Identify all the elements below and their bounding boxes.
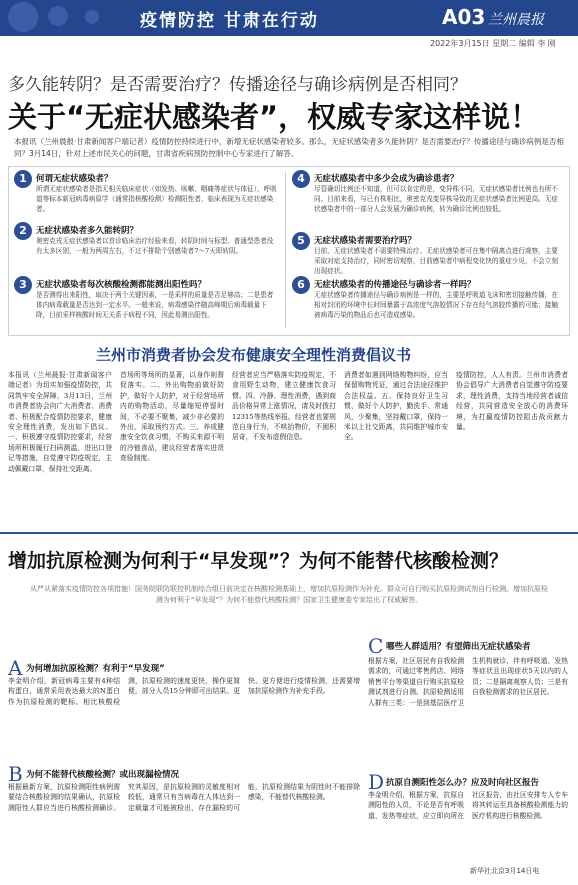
section-letter: D bbox=[368, 770, 385, 794]
page-number: A03 bbox=[442, 5, 486, 29]
article3-lead: 从严从紧落实疫情防控各项措施！国务院联防联控机制综合组日前决定在核酸检测基础上，增加抗原检测作为补充。群众可自行购买抗原检测试剂自行检测。增加抗原检测为何利于“早发现”？为何不能替代核酸检测？国家卫生健康委专家给出了权威解答。 bbox=[30, 585, 548, 604]
section-title: 抗原自测阳性怎么办？应及时向社区报告 bbox=[386, 778, 540, 788]
byline-tag: 新华社北京3月14日电 bbox=[470, 867, 540, 875]
section-banner-title: 疫情防控 甘肃在行动 bbox=[140, 11, 319, 31]
qa-number-badge: 4 bbox=[292, 170, 310, 188]
section-body: 李金明介绍，新冠病毒主要有4种结构蛋白，通常采用表达最大的N蛋白作为抗原检测的靶标。相比核酸检测，抗原检测的速度更快，操作更简便，部分人员15分钟即可出结果。更快、更方便进行疫情检测，还需要增加抗原检测作为补充手段。 bbox=[8, 677, 360, 706]
decor-circle bbox=[85, 10, 99, 24]
qa-answer: 奥密克戎无症状感染者以首诊临床治疗经验来看，转阴时间与标型、普通型患者没有太多区别，一般为两周左右，不过不排除个别感染者7～7天即转阴。 bbox=[36, 237, 274, 255]
qa-question: 无症状感染者的传播途径与确诊者一样吗？ bbox=[314, 280, 476, 290]
section-letter: B bbox=[8, 762, 23, 786]
qa-question: 无症状感染者需要治疗吗？ bbox=[314, 236, 417, 246]
article2-headline: 兰州市消费者协会发布健康安全理性消费倡议书 bbox=[96, 346, 412, 364]
section-letter: C bbox=[368, 634, 384, 658]
qa-answer: 是否测得出来阳性，取决于两个关键因素，一是采样的质量是否足够高；二是患者体内病毒载量是否达到一定水平。一般来说，病毒感染伴随高峰期后病毒载量下降，目前采样核酸时间无关系于病程不同，因此易测出阳性。 bbox=[36, 291, 274, 319]
section-body: 根据最新方案，抗原检测阳性病例需要结合核酸检测的结果确认，抗原检测阳性人群应当进行核酸检测确诊。究其原因，是抗原检测的灵敏度相对较低，通常只有当病毒在人体达到一定载量才可能被检出，存在漏检的可能，抗原检测结果为阴性时不能排除感染，不能替代核酸检测。 bbox=[8, 783, 360, 812]
section-body: 根据方案，社区居民有自我检测需求的，可通过零售药店、网络销售平台等渠道自行购买抗原检测试剂进行自测。抗原检测适用人群有三类：一是到基层医疗卫生机构就诊，伴有呼吸道、发热等症状且出现症状5天以内的人员；二是隔离观察人员；三是有自我检测需求的社区居民。 bbox=[368, 657, 568, 707]
qa-question: 无症状感染者每次核酸检测都能测出阳性吗？ bbox=[36, 280, 207, 290]
article1-subhead: 多久能转阴？是否需要治疗？传播途径与确诊病例是否相同？ bbox=[8, 75, 467, 95]
decor-circle bbox=[48, 6, 68, 26]
qa-question: 无症状感染者多久能转阴？ bbox=[36, 226, 139, 236]
qa-answer: 目前，无症状感染者不需要特殊治疗。无症状感染者可在集中隔离点进行观察，主要采取对症支持治疗，同时密切观察，目前感染者中病程变化快的重症少见，不会立刻出现症状。 bbox=[314, 247, 558, 275]
qa-answer: 无症状感染者传播途径与确诊病例是一样的，主要是呼吸道飞沫和密切接触传播，在相对封闭的环境中长时间暴露于高浓度气溶胶情况下存在经气溶胶传播的可能；接触被病毒污染的物品后也可造成感染。 bbox=[314, 291, 558, 319]
article2-column: 消费者如遇到网络购物纠纷，应当保留购物凭证，通过合法途径维护合法权益。五、保持良好卫生习惯，做好个人防护，勤洗手、常通风，少聚集，坚持戴口罩，保持一米以上社交距离，共同维护城市安全。 bbox=[344, 371, 448, 442]
qa-divider bbox=[285, 172, 286, 328]
qa-question: 无症状感染者中多少会成为确诊患者？ bbox=[314, 174, 459, 184]
qa-number-badge: 2 bbox=[14, 222, 32, 240]
page-header bbox=[0, 0, 578, 36]
qa-number-badge: 5 bbox=[292, 232, 310, 250]
qa-answer: 尽管确切比例还不知道，但可以肯定的是，变异株不同，无症状感染者比例也有所不同。目前来看，与已有株相比，奥密克戎变异株导致的无症状感染者比例更高。无症状感染者中的一部分人会发展为确诊病例，转为确诊比例也较低。 bbox=[314, 185, 558, 213]
article1-lead: 本报讯（兰州晨报·甘肃新闻客户端记者）疫情防控持续进行中，新增无症状感染者较多。那么，无症状感染者多久能转阴？是否需要治疗？传播途径与确诊病例是否相同？3月14日，针对上述市民关心的问题，甘肃省疾病预防控制中心专家进行了解答。 bbox=[14, 137, 564, 158]
article3-headline: 增加抗原检测为何利于“早发现”？为何不能替代核酸检测？ bbox=[8, 550, 508, 572]
article2-column: 经营者应当严格落实防疫规定，不食用野生动物，建立健康饮食习惯。四、冷静、理性消费，遇到商品价格异常上涨情况，请及时拨打12315等热线举报。经营者也要规范自身行为，不哄抬物价，不囤积居奇，不发布虚假信息。 bbox=[232, 371, 336, 442]
section-rule bbox=[0, 532, 578, 534]
section-title: 为何增加抗原检测？有利于“早发现” bbox=[26, 664, 165, 674]
article1-headline: 关于“无症状感染者”，权威专家这样说！ bbox=[8, 100, 540, 134]
article2-column: 本报讯（兰州晨报·甘肃新闻客户端记者）为切实加强疫情防控，共同筑牢安全屏障，3月13日，兰州市消费者协会向广大消费者、消费者、积极配合疫情防控要求，健康安全理性消费，发出如下倡议。一、积极遵守疫情防控要求，经营场所积极履行扫码测温、进出口登记等措施，自觉遵守防疫规定，主动佩戴口罩，保持社交距离。 bbox=[8, 371, 112, 473]
qa-number-badge: 6 bbox=[292, 276, 310, 294]
qa-question: 何谓无症状感染者？ bbox=[36, 174, 113, 184]
qa-number-badge: 1 bbox=[14, 170, 32, 188]
section-letter: A bbox=[8, 656, 23, 680]
qa-number-badge: 3 bbox=[14, 276, 32, 294]
section-body: 李金明介绍，根据方案，抗原自测阳性的人员，不论是否有呼吸道、发热等症状，应立即向所在社区报告，由社区安排专人专车将其转运至具备核酸检测能力的医疗机构进行核酸检测。 bbox=[368, 791, 568, 820]
decor-circle bbox=[8, 2, 38, 32]
section-title: 哪些人群适用？有望筛出无症状感染者 bbox=[386, 642, 531, 652]
qa-answer: 所谓无症状感染者是指无相关临床症状（如发热、咳嗽、咽痛等症状与体征），呼吸道等标本新冠病毒病原学（通常指核酸检测）检测阳性者，临床表现为无症状感染者。 bbox=[36, 185, 277, 213]
section-title: 为何不能替代核酸检测？或出现漏检情况 bbox=[26, 770, 180, 780]
article2-column: 首场所等场所的显著，以身作则督促落实。二、外出购物前做好防护，做好个人防护，对于经营场所内的购物活动，尽量缩短停留时间，不必要不聚集，减少非必要的外出，采取预约方式。三、养成健康安全饮食习惯，不购买来源不明的冷链食品，建议经营者落实进货查验制度。 bbox=[120, 371, 224, 463]
newspaper-name: 兰州晨报 bbox=[488, 12, 544, 28]
article2-column: 疫情防控，人人有责。兰州市消费者协会倡导广大消费者自觉遵守防疫要求，理性消费，支持当地经营者诚信经营，共同营造安全放心的消费环境，为打赢疫情防控阻击战贡献力量。 bbox=[456, 371, 568, 432]
dateline: 2022年3月15日 星期二 编辑 李 刚 bbox=[430, 39, 556, 48]
